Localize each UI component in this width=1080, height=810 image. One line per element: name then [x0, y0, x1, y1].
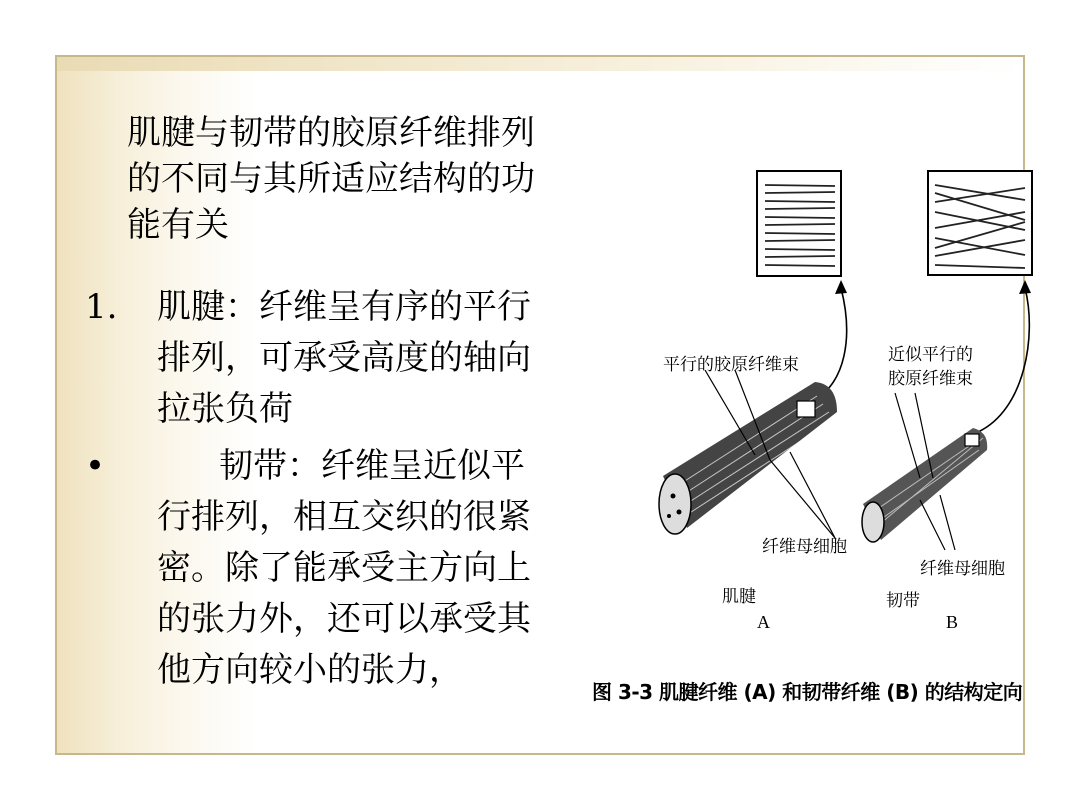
slide-top-band: [57, 57, 1023, 71]
label-letter-b: B: [946, 612, 959, 632]
label-parallel-bundle: 平行的胶原纤维束: [663, 355, 799, 375]
list-item-ligament: [85, 441, 555, 696]
content-list: [85, 282, 555, 696]
fiber-diagram: [585, 160, 1065, 730]
ligament-cylinder: [862, 428, 987, 542]
figure-caption: 图 3-3 肌腱纤维 (A) 和韧带纤维 (B) 的结构定向: [592, 680, 1023, 704]
tendon-fiber-box: [757, 171, 841, 276]
arrow-a-head: [835, 280, 847, 294]
label-fibroblast-a: 纤维母细胞: [762, 537, 847, 557]
list-item-text: 韧带：纤维呈近似平行排列，相互交织的很紧密。除了能承受主方向上的张力外，还可以承受其他方向较小的张力，: [157, 446, 531, 690]
list-item-text: 肌腱：纤维呈有序的平行排列，可承受高度的轴向拉张负荷: [157, 287, 531, 429]
slide-title: 肌腱与韧带的胶原纤维排列的不同与其所适应结构的功能有关: [127, 113, 535, 245]
label-tendon: 肌腱: [722, 587, 756, 607]
list-marker-number: 1.: [85, 287, 118, 327]
label-ligament: 韧带: [886, 591, 920, 611]
label-fibroblast-b: 纤维母细胞: [920, 559, 1005, 579]
list-item-tendon: [85, 282, 555, 435]
label-near-parallel-1: 近似平行的: [888, 345, 973, 365]
arrow-b-head: [1019, 280, 1031, 294]
ligament-fiber-box: [928, 171, 1032, 275]
label-letter-a: A: [757, 612, 770, 632]
list-marker-bullet: •: [85, 446, 106, 486]
label-near-parallel-2: 胶原纤维束: [888, 369, 973, 389]
arrow-b-curve: [978, 288, 1029, 432]
